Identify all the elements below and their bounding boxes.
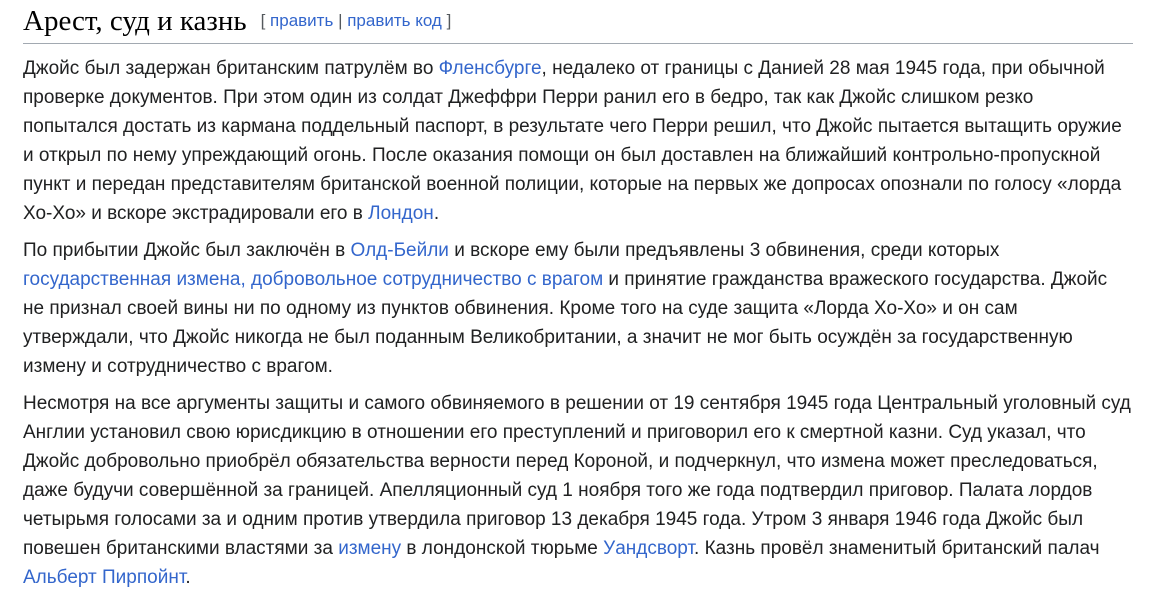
body-text: . [185,567,191,588]
section-title: Арест, суд и казнь [23,5,247,37]
wiki-link[interactable]: государственная измена, [23,269,246,290]
paragraph [23,54,1133,228]
edit-close-bracket: ] [446,11,452,30]
wiki-link[interactable]: Лондон [368,203,434,224]
edit-separator: | [338,11,343,30]
body-text: Джойс был задержан британским патрулём во [23,58,439,79]
edit-code-link[interactable]: править код [347,11,442,30]
body-text: Несмотря на все аргументы защиты и самого обвиняемого в решении от 19 сентября 1945 года Центральный уголовный суд Англии установил свою юрисдикцию в отношении его преступлений и приговорил его к смертной казни. Суд указал, что Джойс добровольно приобрёл обязательства верности перед Короной, и подчеркнул, что измена может преследоваться, даже будучи совершённой за границей. Апелляционный суд 1 ноября того же года подтвердил приговор. Палата лордов четырьмя голосами за и одним против утвердила приговор 13 декабря 1945 года. Утром 3 января 1946 года Джойс был повешен британскими властями за [23,393,1131,559]
body-text: и принятие гражданства вражеского государства. Джойс не признал своей вины ни по одному из пунктов обвинения. Кроме того на суде защита «Лорда Хо-Хо» и он сам утверждали, что Джойс никогда не был поданным Великобритании, а значит не мог быть осуждён за государственную измену и сотрудничество с врагом. [23,269,1108,377]
body-text: . [433,203,440,224]
edit-link[interactable]: править [270,11,334,30]
wiki-link[interactable]: Олд-Бейли [350,240,449,261]
body-text: и вскоре ему были предъявлены 3 обвинения, среди которых [448,240,1000,261]
wiki-link[interactable]: Уандсворт [603,538,695,559]
body-text: в лондонской тюрьме [401,538,604,559]
edit-section [261,11,452,30]
body-text: . Казнь провёл знаменитый британский палач [694,538,1100,559]
wiki-link[interactable]: добровольное сотрудничество с врагом [251,269,604,290]
body-text: , недалеко от границы с Данией 28 мая 1945 года, при обычной проверке документов. При этом один из солдат Джеффри Перри ранил его в бедро, так как Джойс слишком резко попытался достать из кармана поддельный паспорт, в результате чего Перри решил, что Джойс пытается вытащить оружие и открыл по нему упреждающий огонь. После оказания помощи он был доставлен на ближайший контрольно-пропускной пункт и передан представителям британской военной полиции, которые на первых же допросах опознали по голосу «лорда Хо-Хо» и вскоре экстрадировали его в [23,58,1122,224]
wiki-link[interactable]: Альберт Пирпойнт [23,567,186,588]
section-heading [23,4,1133,44]
body-text: По прибытии Джойс был заключён в [23,240,351,261]
paragraph [23,389,1133,592]
paragraph [23,236,1133,381]
edit-open-bracket: [ [260,11,266,30]
section-body [23,54,1133,592]
wiki-link[interactable]: Фленсбурге [438,58,542,79]
wiki-link[interactable]: измену [338,538,402,559]
